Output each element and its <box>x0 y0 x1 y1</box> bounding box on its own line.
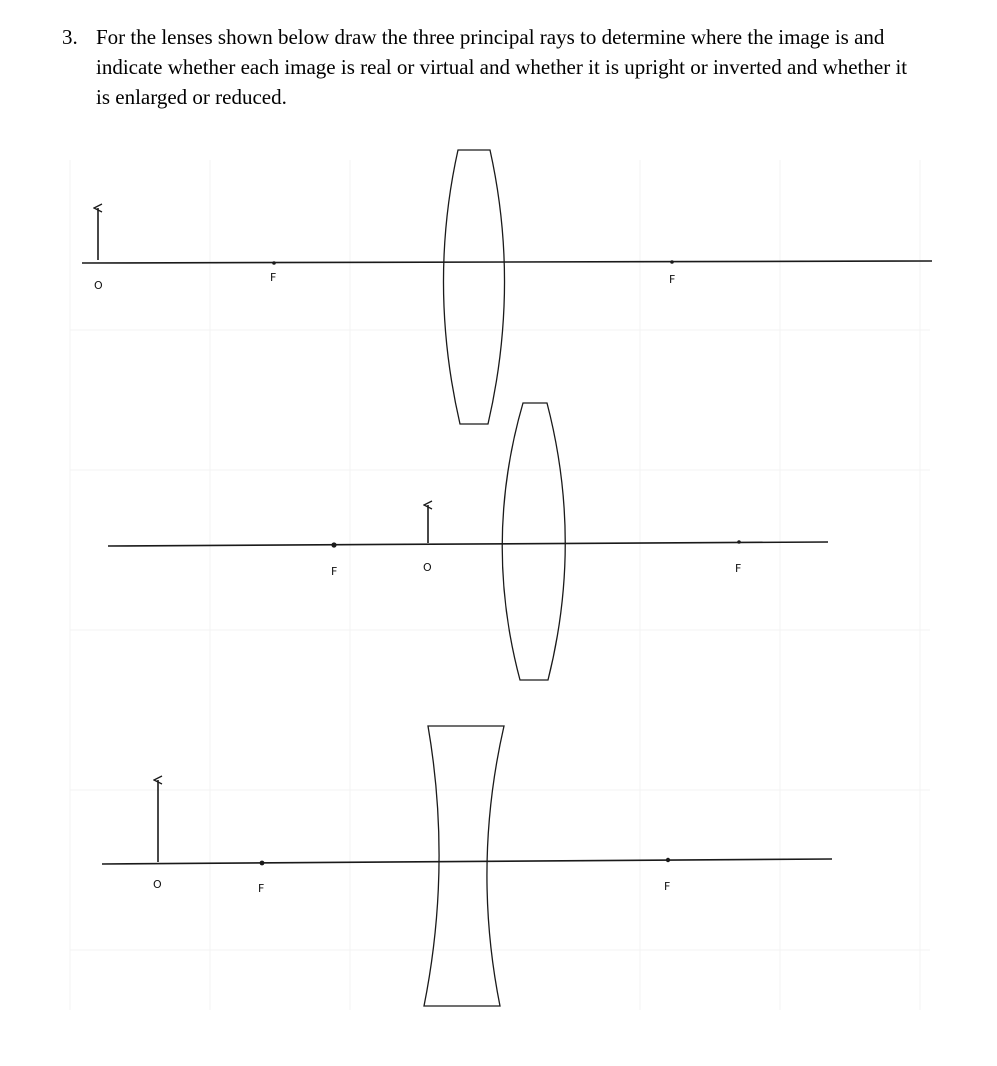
focal-label-right-3: F <box>664 880 671 893</box>
object-label-1: O <box>94 279 103 292</box>
focal-label-left-3: F <box>258 882 265 895</box>
focal-point-left-2 <box>331 542 336 547</box>
optical-axis-3 <box>102 859 832 864</box>
question-text: For the lenses shown below draw the three principal rays to determine where the image is and indicate whether each image is real or virtual and whether it is upright or inverted and whether it is enlarged or reduced. <box>96 25 908 109</box>
focal-label-left-1: F <box>270 271 277 284</box>
focal-label-left-2: F <box>331 565 338 578</box>
converging-lens-1 <box>443 150 504 424</box>
faint-grid <box>70 160 930 1010</box>
focal-point-left-3 <box>260 861 265 866</box>
optical-axis-2 <box>108 542 828 546</box>
question-number: 3. <box>62 25 78 49</box>
focal-point-right-3 <box>666 858 670 862</box>
diagram-3 <box>102 726 832 1006</box>
diverging-lens-3 <box>424 726 504 1006</box>
focal-point-right-2 <box>737 540 741 544</box>
diagram-2 <box>108 403 828 680</box>
object-label-2: O <box>423 561 432 574</box>
focal-label-right-2: F <box>735 562 742 575</box>
converging-lens-2 <box>502 403 565 680</box>
focal-label-right-1: F <box>669 273 676 286</box>
focal-point-right-1 <box>670 260 674 264</box>
focal-point-left-1 <box>272 261 276 265</box>
object-label-3: O <box>153 878 162 891</box>
